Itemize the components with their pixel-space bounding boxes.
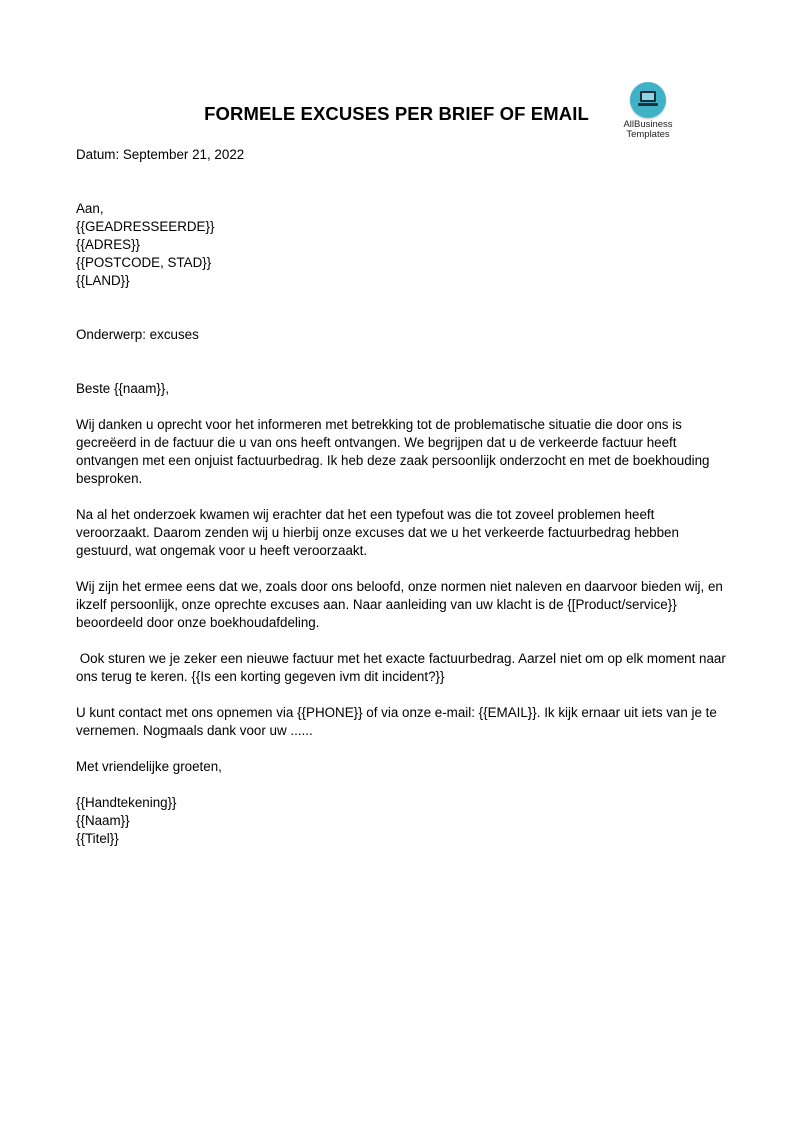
signature-line: {{Naam}} [76,813,130,828]
letter-salutation: Beste {{naam}}, [76,381,170,396]
body-paragraph: Na al het onderzoek kwamen wij erachter dat het een typefout was die tot zoveel problemen heeft veroorzaakt. Daarom zenden wij u hierbij onze excuses dat we u het verkeerde factuurbedrag hebben gestuurd, wat ongemak voor u heeft veroorzaakt. [76,507,679,558]
body-paragraph: Wij danken u oprecht voor het informeren met betrekking tot de problematische situatie die door ons is gecreëerd in de factuur die u van ons heeft ontvangen. We begrijpen dat u de verkeerde factuur heeft ontvangen met een onjuist factuurbedrag. Ik heb deze zaak persoonlijk onderzocht en met de boekhouding besproken. [76,417,710,486]
body-paragraph: Ook sturen we je zeker een nieuwe factuur met het exacte factuurbedrag. Aarzel niet om op elk moment naar ons terug te keren. {{Is een korting gegeven ivm dit incident?}} [76,651,730,684]
signature-line: {{Titel}} [76,831,119,846]
logo-text-line2: Templates [626,129,670,140]
body-paragraph: Wij zijn het ermee eens dat we, zoals door ons beloofd, onze normen niet naleven en daarvoor bieden wij, en ikzelf persoonlijk, onze oprechte excuses aan. Naar aanleiding van uw klacht is de {[Product/service}} beoordeeld door onze boekhoudafdeling. [76,579,723,630]
logo-badge [630,82,666,118]
body-paragraph: U kunt contact met ons opnemen via {{PHONE}} of via onze e-mail: {{EMAIL}}. Ik kijk ernaar uit iets van je te vernemen. Nogmaals dank voor uw ...... [76,705,717,738]
document-title: FORMELE EXCUSES PER BRIEF OF EMAIL [204,103,589,124]
letter-body [76,146,730,848]
recipient-address [76,200,726,290]
logo-text-line1: AllBusiness [623,119,673,130]
company-logo [612,80,684,140]
address-line: {{ADRES}} [76,237,141,252]
letter-closing: Met vriendelijke groeten, [76,759,222,774]
signature-block [76,794,726,848]
address-line: {{POSTCODE, STAD}} [76,255,212,270]
logo-text [612,120,684,140]
letter-subject: Onderwerp: excuses [76,327,199,342]
laptop-icon [637,90,659,108]
signature-line: {{Handtekening}} [76,795,177,810]
address-line: Aan, [76,201,104,216]
address-line: {{GEADRESSEERDE}} [76,219,215,234]
address-line: {{LAND}} [76,273,130,288]
letter-date: Datum: September 21, 2022 [76,147,245,162]
